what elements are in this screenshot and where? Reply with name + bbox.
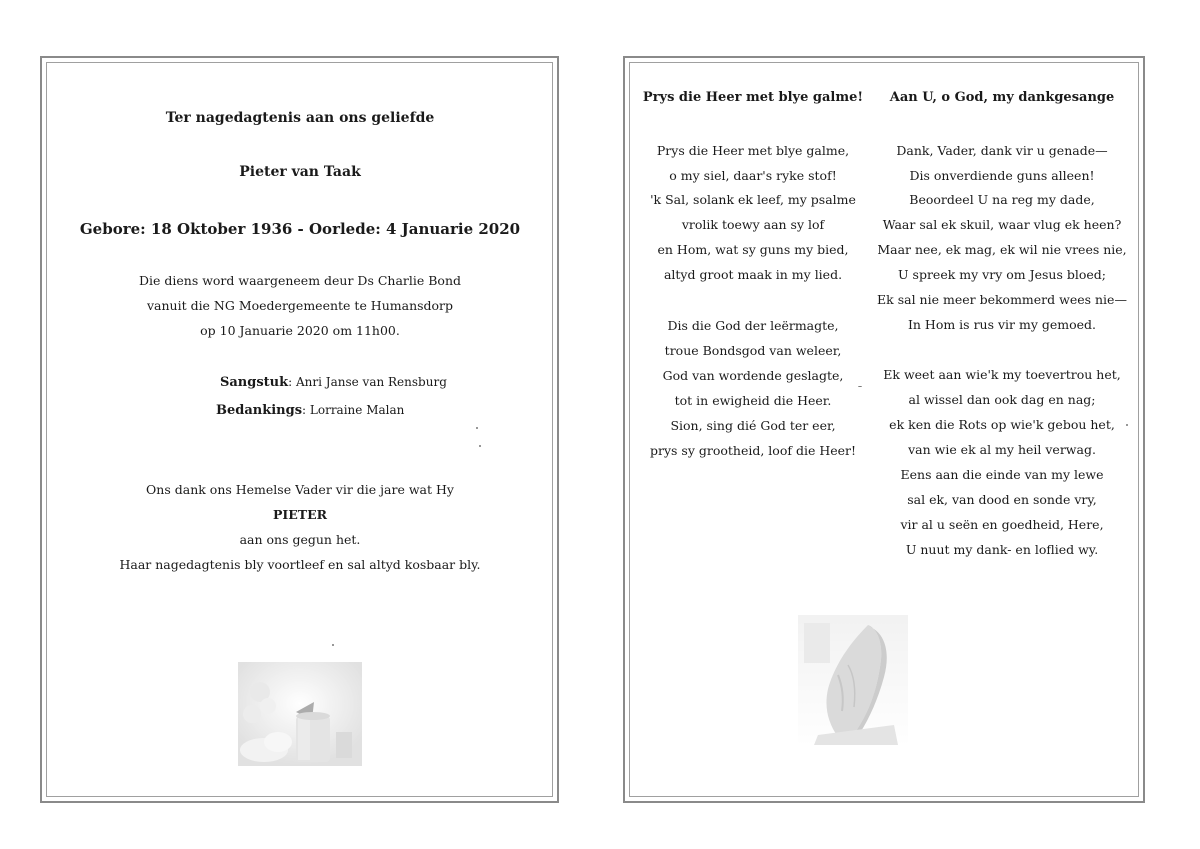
bedankings-label: Bedankings bbox=[216, 403, 303, 418]
service-line: Die diens word waargeneem deur Ds Charlie Bond bbox=[138, 273, 462, 288]
hymn1-line: en Hom, wat sy guns my bied, bbox=[657, 242, 849, 257]
deceased-name: Pieter van Taak bbox=[239, 164, 361, 180]
sangstuk-row bbox=[220, 375, 447, 390]
hymn2-line: al wissel dan ook dag en nag; bbox=[908, 392, 1096, 407]
speck bbox=[479, 445, 481, 447]
hymn1-line: Sion, sing dié God ter eer, bbox=[670, 418, 836, 433]
hymn2-line: U nuut my dank- en loflied wy. bbox=[905, 542, 1099, 557]
hymn1-line: Dis die God der leërmagte, bbox=[667, 318, 839, 333]
hymn2-line: sal ek, van dood en sonde vry, bbox=[907, 492, 1097, 507]
hymn1-line: 'k Sal, solank ek leef, my psalme bbox=[650, 192, 856, 207]
hymn1-line: tot in ewigheid die Heer. bbox=[674, 393, 832, 408]
hymn1-line: altyd groot maak in my lied. bbox=[663, 267, 843, 282]
memorial-heading: Ter nagedagtenis aan ons geliefde bbox=[165, 110, 435, 126]
hymn2-line: Maar nee, ek mag, ek wil nie vrees nie, bbox=[877, 242, 1127, 257]
sangstuk-label: Sangstuk bbox=[220, 375, 289, 390]
hymn2-line: In Hom is rus vir my gemoed. bbox=[907, 317, 1097, 332]
closing-name: PIETER bbox=[273, 507, 327, 522]
hymn2-line: Eens aan die einde van my lewe bbox=[900, 467, 1104, 482]
closing-line: aan ons gegun het. bbox=[239, 532, 361, 547]
speck bbox=[858, 386, 862, 387]
sangstuk-value: : Anri Janse van Rensburg bbox=[288, 375, 447, 389]
candle-flowers-icon bbox=[238, 662, 362, 766]
service-line: vanuit die NG Moedergemeente te Humansdorp bbox=[146, 298, 454, 313]
hymn1-line: Prys die Heer met blye galme, bbox=[656, 143, 850, 158]
hymn2-line: ek ken die Rots op wie'k gebou het, bbox=[889, 417, 1115, 432]
closing-line: Haar nagedagtenis bly voortleef en sal altyd kosbaar bly. bbox=[119, 557, 481, 572]
hymn2-line: Dis onverdiende guns alleen! bbox=[909, 168, 1095, 183]
hymn2-line: Waar sal ek skuil, waar vlug ek heen? bbox=[882, 217, 1122, 232]
hymn1-line: prys sy grootheid, loof die Heer! bbox=[649, 443, 857, 458]
hymn2-line: Beoordeel U na reg my dade, bbox=[909, 192, 1095, 207]
hymn2-title: Aan U, o God, my dankgesange bbox=[889, 90, 1115, 105]
hymn2-line: Ek weet aan wie'k my toevertrou het, bbox=[883, 367, 1121, 382]
speck bbox=[332, 644, 334, 646]
service-line: op 10 Januarie 2020 om 11h00. bbox=[200, 323, 400, 338]
hymn1-line: troue Bondsgod van weleer, bbox=[664, 343, 842, 358]
bedankings-row bbox=[216, 403, 404, 418]
praying-hands-icon bbox=[798, 615, 908, 745]
hymn1-line: o my siel, daar's ryke stof! bbox=[669, 168, 837, 183]
hymn1-line: vrolik toewy aan sy lof bbox=[681, 217, 825, 232]
hymn2-line: van wie ek al my heil verwag. bbox=[908, 442, 1096, 457]
hymn2-line: vir al u seën en goedheid, Here, bbox=[900, 517, 1104, 532]
bedankings-value: : Lorraine Malan bbox=[302, 403, 405, 417]
hymn1-line: God van wordende geslagte, bbox=[662, 368, 844, 383]
birth-death-dates: Gebore: 18 Oktober 1936 - Oorlede: 4 Januarie 2020 bbox=[79, 220, 521, 238]
speck bbox=[1126, 424, 1128, 426]
speck bbox=[476, 427, 478, 429]
hymn2-line: U spreek my vry om Jesus bloed; bbox=[898, 267, 1106, 282]
hymn2-line: Ek sal nie meer bekommerd wees nie— bbox=[877, 292, 1127, 307]
hymn1-title: Prys die Heer met blye galme! bbox=[642, 90, 864, 105]
closing-line: Ons dank ons Hemelse Vader vir die jare wat Hy bbox=[146, 482, 454, 497]
hymn2-line: Dank, Vader, dank vir u genade— bbox=[896, 143, 1108, 158]
